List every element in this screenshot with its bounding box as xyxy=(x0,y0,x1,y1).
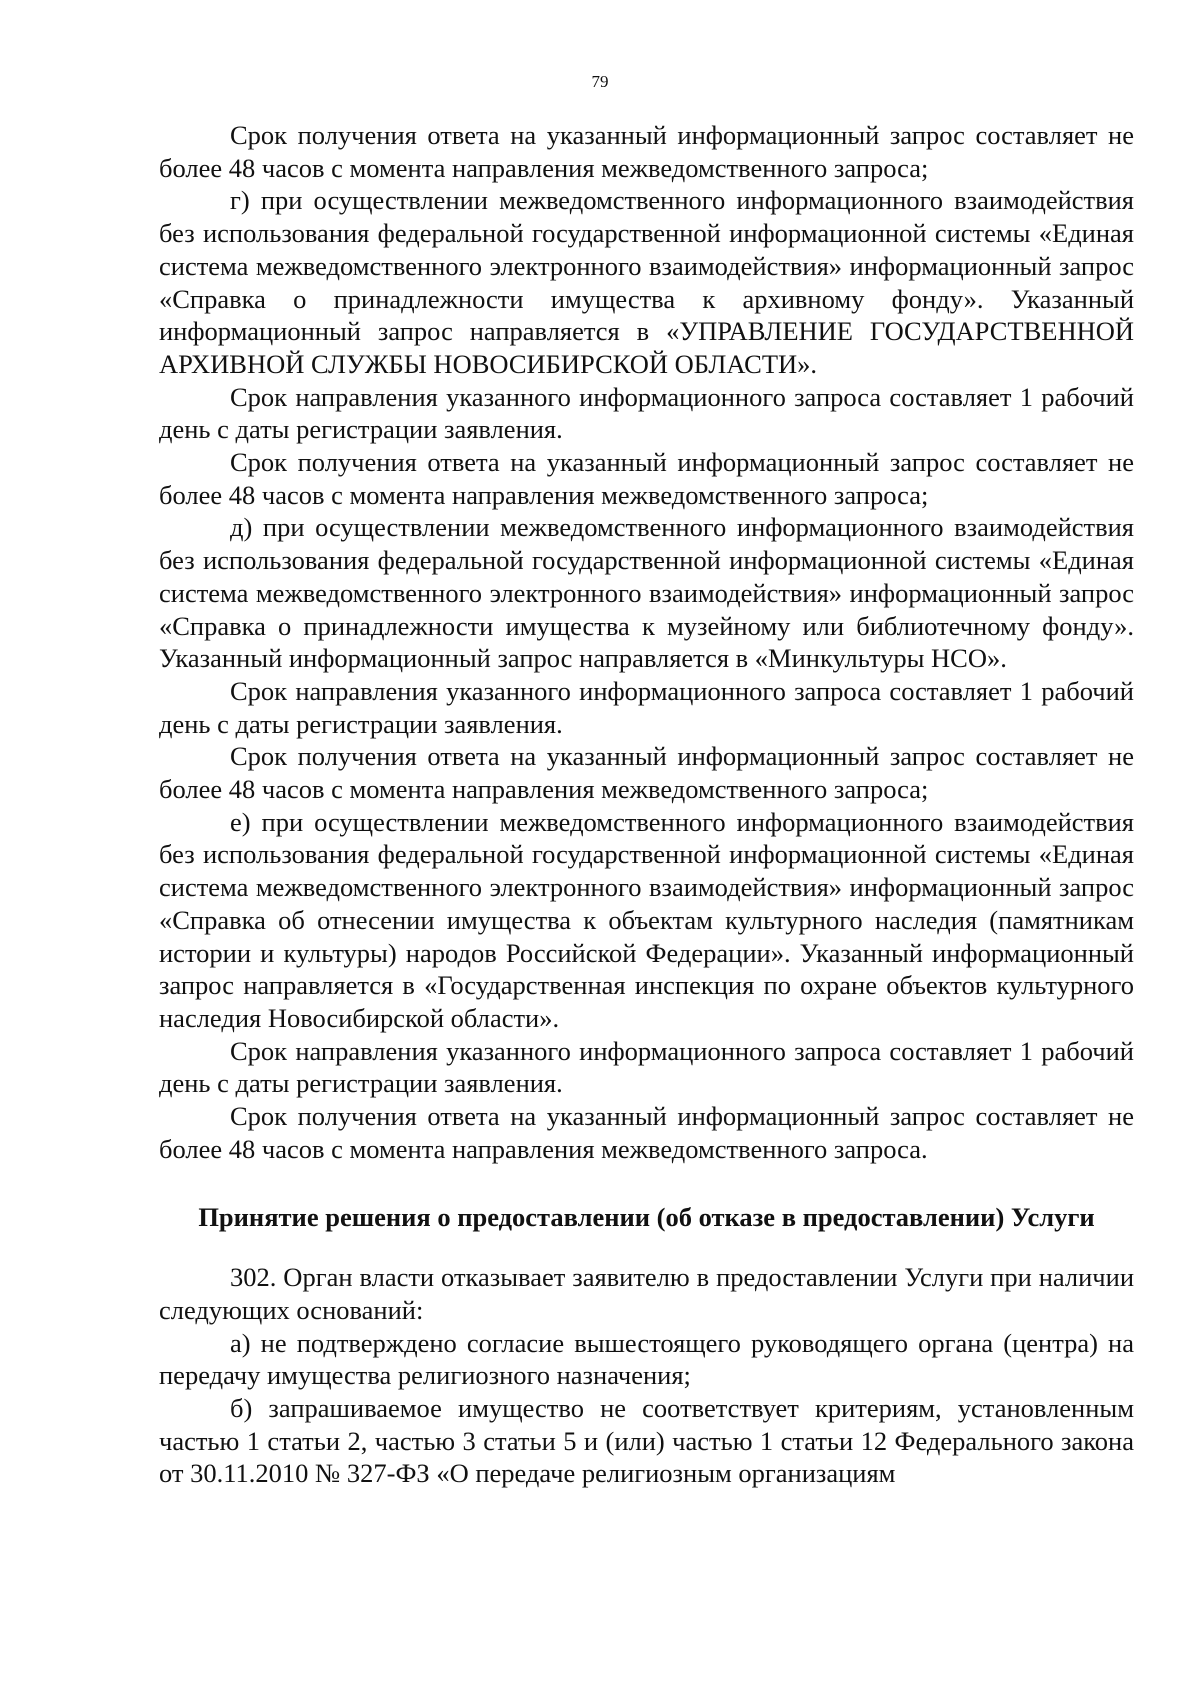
paragraph-item-d: д) при осуществлении межведомственного информационного взаимодействия без использования федеральной государственной информационной системы «Единая система межведомственного электронного взаимодействия» информационный запрос «Справка о принадлежности имущества к музейному или библиотечному фонду». Указанный информационный запрос направляется в «Минкультуры НСО». xyxy=(159,512,1134,674)
paragraph-response-time-1: Срок получения ответа на указанный информационный запрос составляет не более 48 часов с момента направления межведомственного запроса; xyxy=(159,120,1134,183)
page-number: 79 xyxy=(591,72,609,91)
document-body xyxy=(159,119,1134,1490)
paragraph-302: 302. Орган власти отказывает заявителю в предоставлении Услуги при наличии следующих оснований: xyxy=(159,1262,1134,1325)
paragraph-response-time-2: Срок получения ответа на указанный информационный запрос составляет не более 48 часов с момента направления межведомственного запроса; xyxy=(159,447,1134,510)
paragraph-item-g: г) при осуществлении межведомственного информационного взаимодействия без использования федеральной государственной информационной системы «Единая система межведомственного электронного взаимодействия» информационный запрос «Справка о принадлежности имущества к архивному фонду». Указанный информационный запрос направляется в «УПРАВЛЕНИЕ ГОСУДАРСТВЕННОЙ АРХИВНОЙ СЛУЖБЫ НОВОСИБИРСКОЙ ОБЛАСТИ». xyxy=(159,185,1134,379)
paragraph-send-time-1: Срок направления указанного информационного запроса составляет 1 рабочий день с даты регистрации заявления. xyxy=(159,381,1134,445)
section-heading: Принятие решения о предоставлении (об отказе в предоставлении) Услуги xyxy=(198,1201,1095,1232)
paragraph-item-a: а) не подтверждено согласие вышестоящего руководящего органа (центра) на передачу имущества религиозного назначения; xyxy=(159,1327,1134,1391)
paragraph-item-e: е) при осуществлении межведомственного информационного взаимодействия без использования федеральной государственной информационной системы «Единая система межведомственного электронного взаимодействия» информационный запрос «Справка об отнесении имущества к объектам культурного наследия (памятникам истории и культуры) народов Российской Федерации». Указанный информационный запрос направляется в «Государственная инспекция по охране объектов культурного наследия Новосибирской области». xyxy=(159,806,1134,1033)
paragraph-response-time-3: Срок получения ответа на указанный информационный запрос составляет не более 48 часов с момента направления межведомственного запроса; xyxy=(159,741,1134,805)
paragraph-item-b: б) запрашиваемое имущество не соответствует критериям, установленным частью 1 статьи 2, частью 3 статьи 5 и (или) частью 1 статьи 12 Федерального закона от 30.11.2010 № 327-ФЗ «О передаче религиозным организациям xyxy=(159,1393,1134,1489)
paragraph-response-time-4: Срок получения ответа на указанный информационный запрос составляет не более 48 часов с момента направления межведомственного запроса. xyxy=(159,1101,1134,1164)
paragraph-send-time-3: Срок направления указанного информационного запроса составляет 1 рабочий день с даты регистрации заявления. xyxy=(159,1035,1134,1099)
paragraph-send-time-2: Срок направления указанного информационного запроса составляет 1 рабочий день с даты регистрации заявления. xyxy=(159,675,1134,739)
